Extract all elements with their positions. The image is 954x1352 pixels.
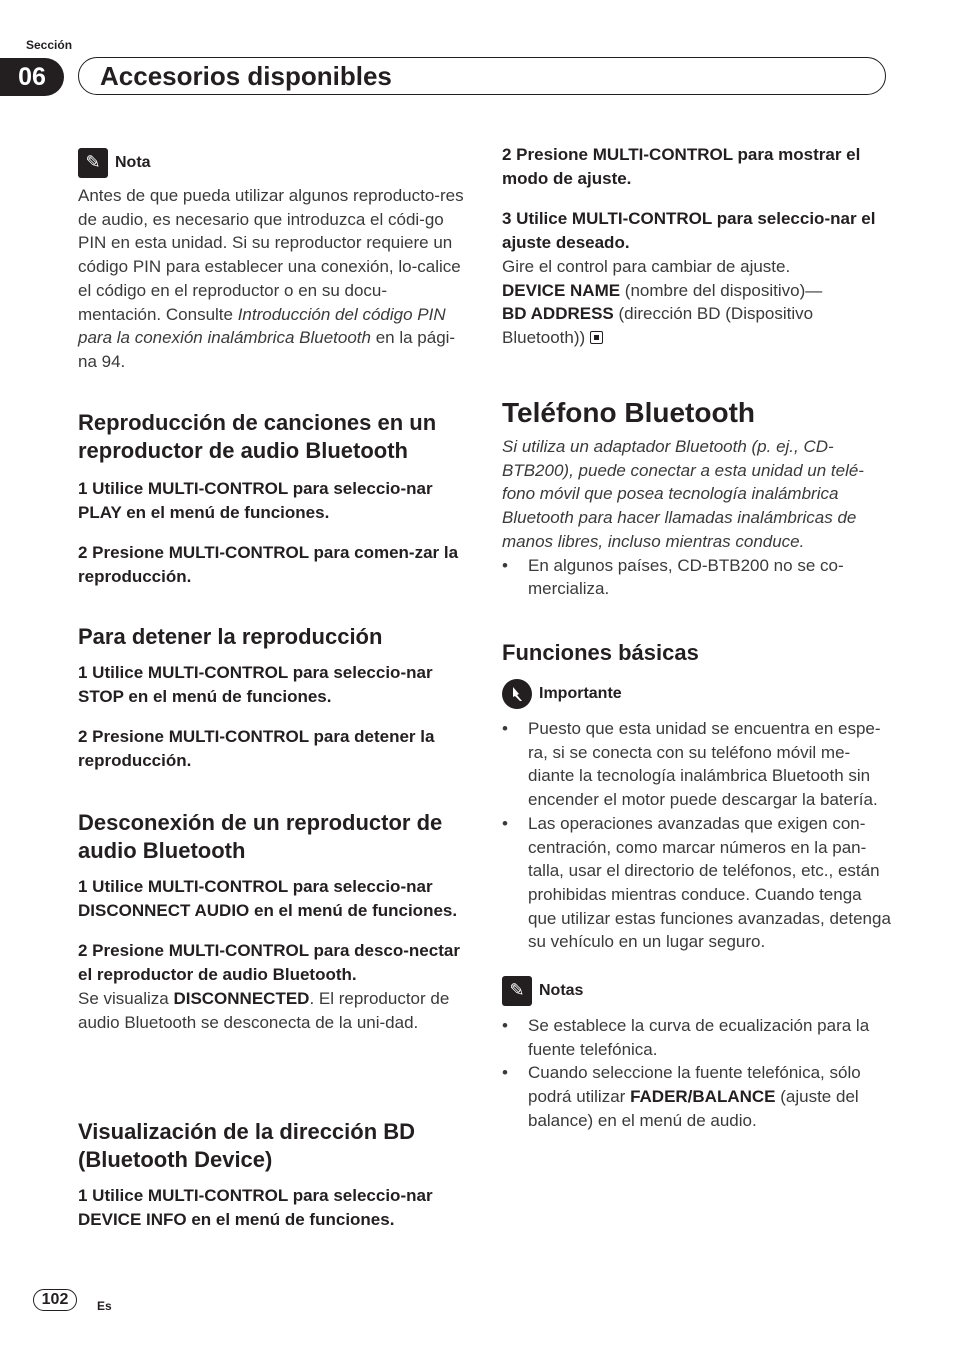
step-bd-3: 3 Utilice MULTI-CONTROL para seleccio-nar el ajuste deseado. [502,209,876,253]
notes-bullets [502,1014,892,1133]
step-stop-1: 1 Utilice MULTI-CONTROL para seleccio-nar STOP en el menú de funciones. [78,663,433,706]
language-code: Es [97,1299,112,1313]
setting-options: DEVICE NAME (nombre del dispositivo)— BD ADDRESS (dirección BD (Dispositivo Bluetooth)) [502,280,823,347]
right-steps [502,143,892,350]
notes-label: Notas [539,982,584,1000]
note-label: Nota [115,154,151,172]
list-item: • Puesto que esta unidad se encuentra en espe-ra, si se conecta con su teléfono móvil me-diante la tecnología inalámbrica Bluetooth sin encender el motor puede descargar la batería. [502,717,892,812]
step-play-1: 1 Utilice MULTI-CONTROL para seleccio-nar PLAY en el menú de funciones. [78,479,433,522]
section-heading-bd-address: Visualización de la dirección BD (Bluetooth Device) [78,1119,416,1172]
phone-bullets [502,554,892,601]
list-item: • Se establece la curva de ecualización para la fuente telefónica. [502,1014,892,1061]
section-heading-play: Reproducción de canciones en un reproductor de audio Bluetooth [78,410,437,463]
phone-intro: Si utiliza un adaptador Bluetooth (p. ej., CD-BTB200), puede conectar a esta unidad un telé-fono móvil que posea tecnología inalámbrica Bluetooth para hacer llamadas inalámbricas de manos libres, incluso mientras conduce. [502,437,864,551]
step-stop-2: 2 Presione MULTI-CONTROL para detener la reproducción. [78,727,435,771]
step-disconnect-2: 2 Presione MULTI-CONTROL para desco-nectar el reproductor de audio Bluetooth. [78,941,460,985]
important-header [502,677,892,711]
step-play-2: 2 Presione MULTI-CONTROL para comen-zar la reproducción. [78,543,459,587]
section-phone [502,396,892,601]
step-bd-3-body: Gire el control para cambiar de ajuste. [502,256,791,276]
pencil-note-icon: ✎ [502,976,532,1006]
disconnect-body: Se visualiza DISCONNECTED. El reproductor de audio Bluetooth se desconecta de la uni-dad. [78,988,450,1032]
section-play [78,409,468,589]
step-disconnect-1: 1 Utilice MULTI-CONTROL para seleccio-nar DISCONNECT AUDIO en el menú de funciones. [78,877,458,920]
section-label: Sección [26,38,73,52]
important-label: Importante [539,685,622,703]
important-hand-icon [502,679,532,709]
step-bd-1: 1 Utilice MULTI-CONTROL para seleccio-nar DEVICE INFO en el menú de funciones. [78,1186,433,1229]
page-number: 102 [33,1289,77,1311]
notes-header [502,974,892,1008]
important-bullets [502,717,892,954]
note-header [78,146,466,180]
chapter-number-badge: 06 [0,58,64,96]
chapter-title: Accesorios disponibles [100,61,392,91]
section-stop [78,623,468,773]
section-heading-disconnect: Desconexión de un reproductor de audio Bluetooth [78,810,443,863]
section-heading-basics: Funciones básicas [502,640,699,665]
note-text: Antes de que pueda utilizar algunos reproducto-res de audio, es necesario que introduzca el códi-go PIN en esta unidad. Si su reproductor requiere un código PIN para establecer una conexión, lo-calice el código en el reproductor o en su docu-mentación. Consulte Introducción del código PIN para la conexión inalámbrica Bluetooth en la pági-na 94. [78,186,464,371]
pencil-note-icon: ✎ [78,148,108,178]
left-note-block [78,146,466,374]
list-item: • Las operaciones avanzadas que exigen con-centración, como marcar números en la pan-talla, usar el directorio de teléfonos, etc., están prohibidas mientras conduce. Cuando tenga que utilizar estas funciones avanzadas, detenga su vehículo en un lugar seguro. [502,812,892,954]
step-bd-2: 2 Presione MULTI-CONTROL para mostrar el modo de ajuste. [502,145,861,188]
section-basics [502,639,892,1133]
section-bd-address [78,1118,468,1231]
list-item: • En algunos países, CD-BTB200 no se co-mercializa. [502,554,892,601]
note-italic-ref: Introducción del código PIN para la conexión inalámbrica Bluetooth [78,304,446,348]
list-item: • Cuando seleccione la fuente telefónica, sólo podrá utilizar FADER/BALANCE (ajuste del balance) en el menú de audio. [502,1061,892,1132]
section-heading-phone: Teléfono Bluetooth [502,397,755,428]
end-mark-icon [590,331,603,344]
section-heading-stop: Para detener la reproducción [78,624,383,649]
section-disconnect [78,809,468,1034]
